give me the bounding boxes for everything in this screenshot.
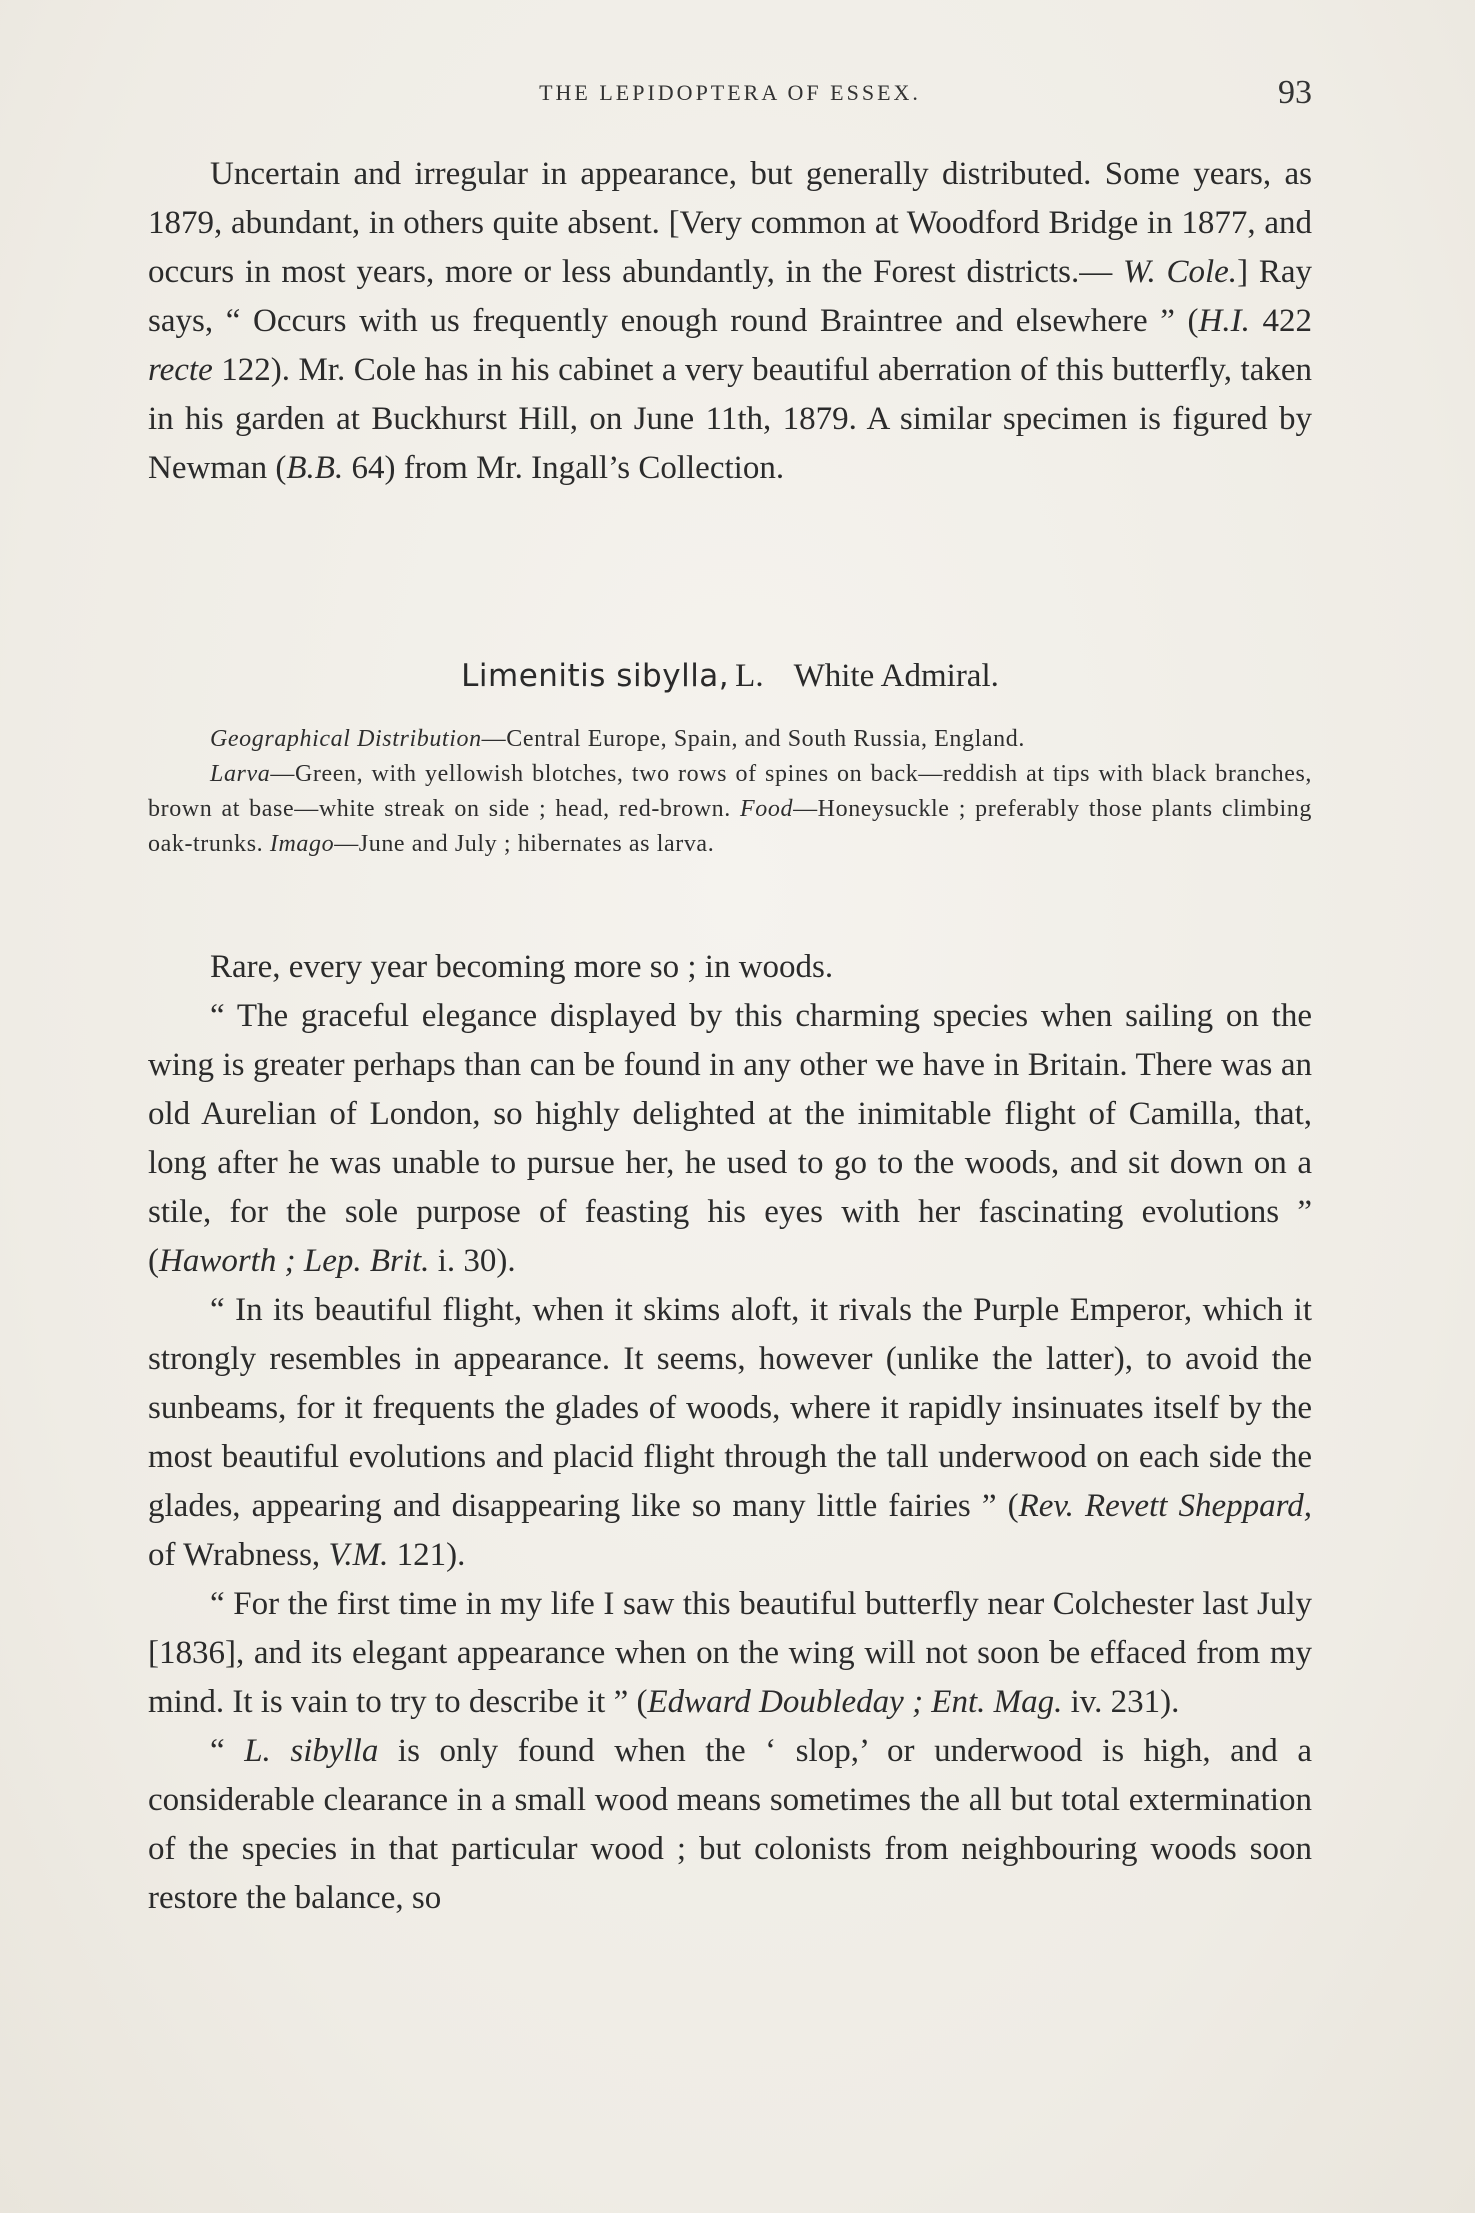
paragraph-sheppard-quote xyxy=(148,1286,1312,1580)
citation-hi: H.I. xyxy=(1198,303,1250,339)
scientific-name: Limenitis sibylla, xyxy=(461,658,730,694)
intro-text-2: ] Ray says, “ Occurs with us frequently enough round Braintree and elsewhere ” ( xyxy=(148,254,1312,339)
intro-paragraph xyxy=(148,150,1312,493)
citation-bb: B.B. xyxy=(286,450,344,486)
page-number: 93 xyxy=(1278,74,1312,111)
quote-text: “ In its beautiful flight, when it skims aloft, it rivals the Purple Emperor, which it strongly resembles in appearance. It seems, however (unlike the latter), to avoid the sunbeams, for it frequents the glades of woods, where it rapidly insinuates itself by the most beautiful evolutions and placid flight through the tall underwood on each side the glades, appearing and disappearing like so many little fairies ” ( xyxy=(148,1292,1312,1524)
quote-text-end: i. 30). xyxy=(429,1243,516,1279)
page-header xyxy=(148,74,1312,118)
citation-vm: V.M. xyxy=(328,1537,389,1573)
citation-recte: recte xyxy=(148,352,213,388)
quote-text-end: iv. 231). xyxy=(1062,1684,1180,1720)
citation-doubleday: Edward Doubleday ; Ent. Mag. xyxy=(647,1684,1063,1720)
citation-haworth: Haworth ; Lep. Brit. xyxy=(159,1243,430,1279)
paragraph-doubleday-quote xyxy=(148,1580,1312,1727)
quote-text: is only found when the ‘ slop,’ or underwood is high, and a considerable clearance in a small wood means sometimes the all but total extermination of the species in that particular wood ; but colonists from neighbouring woods soon restore the balance, so xyxy=(148,1733,1312,1916)
species-author: L. xyxy=(735,658,764,694)
geo-distribution xyxy=(148,722,1312,757)
intro-text-5: 64) from Mr. Ingall’s Collection. xyxy=(343,450,785,486)
citation-cole: W. Cole. xyxy=(1122,254,1238,290)
larva-label: Larva xyxy=(210,761,271,787)
geo-label: Geographical Distribution xyxy=(210,726,482,752)
quote-text-mid: of Wrabness, xyxy=(148,1537,329,1573)
paragraph-sibylla-quote xyxy=(148,1727,1312,1923)
quote-open: “ xyxy=(210,1733,245,1769)
larva-food-imago xyxy=(148,757,1312,862)
food-text: —Honeysuckle ; preferably those plants climbing oak-trunks. xyxy=(148,796,1312,857)
intro-text-3: 422 xyxy=(1249,303,1312,339)
common-name: White Admiral. xyxy=(793,658,999,694)
species-description xyxy=(148,722,1312,862)
species-abbrev: L. sibylla xyxy=(244,1733,379,1769)
running-head: THE LEPIDOPTERA OF ESSEX. xyxy=(539,80,921,105)
intro-text-1: Uncertain and irregular in appearance, but generally distributed. Some years, as 1879, abundant, in others quite absent. [Very common at Woodford Bridge in 1877, and occurs in most years, more or less abundantly, in the Forest districts.— xyxy=(148,156,1312,290)
species-heading xyxy=(148,651,1312,701)
body-text-block xyxy=(148,943,1312,1923)
imago-label: Imago xyxy=(269,831,335,857)
larva-text: —Green, with yellowish blotches, two rows of spines on back—reddish at tips with black branches, brown at base—white streak on side ; head, red-brown. xyxy=(148,761,1312,822)
imago-text: —June and July ; hibernates as larva. xyxy=(334,831,715,857)
paragraph-haworth-quote xyxy=(148,992,1312,1286)
citation-sheppard: Rev. Revett Sheppard, xyxy=(1018,1488,1312,1524)
quote-text-end: 121). xyxy=(388,1537,466,1573)
quote-text: “ For the first time in my life I saw this beautiful butterfly near Colchester last July [1836], and its elegant appearance when on the wing will not soon be effaced from my mind. It is vain to try to describe it ” ( xyxy=(148,1586,1312,1720)
food-label: Food xyxy=(740,796,794,822)
intro-text-4: 122). Mr. Cole has in his cabinet a very beautiful aberration of this butterfly, taken in his garden at Buckhurst Hill, on June 11th, 1879. A similar specimen is figured by Newman ( xyxy=(148,352,1312,486)
geo-text: —Central Europe, Spain, and South Russia, England. xyxy=(481,726,1025,752)
intro-paragraph-block xyxy=(148,150,1312,493)
quote-text: “ The graceful elegance displayed by this charming species when sailing on the wing is greater perhaps than can be found in any other we have in Britain. There was an old Aurelian of London, so highly delighted at the inimitable flight of Camilla, that, long after he was unable to pursue her, he used to go to the woods, and sit down on a stile, for the sole purpose of feasting his eyes with her fascinating evolutions ” ( xyxy=(148,998,1312,1279)
paragraph-rare: Rare, every year becoming more so ; in woods. xyxy=(210,949,834,985)
